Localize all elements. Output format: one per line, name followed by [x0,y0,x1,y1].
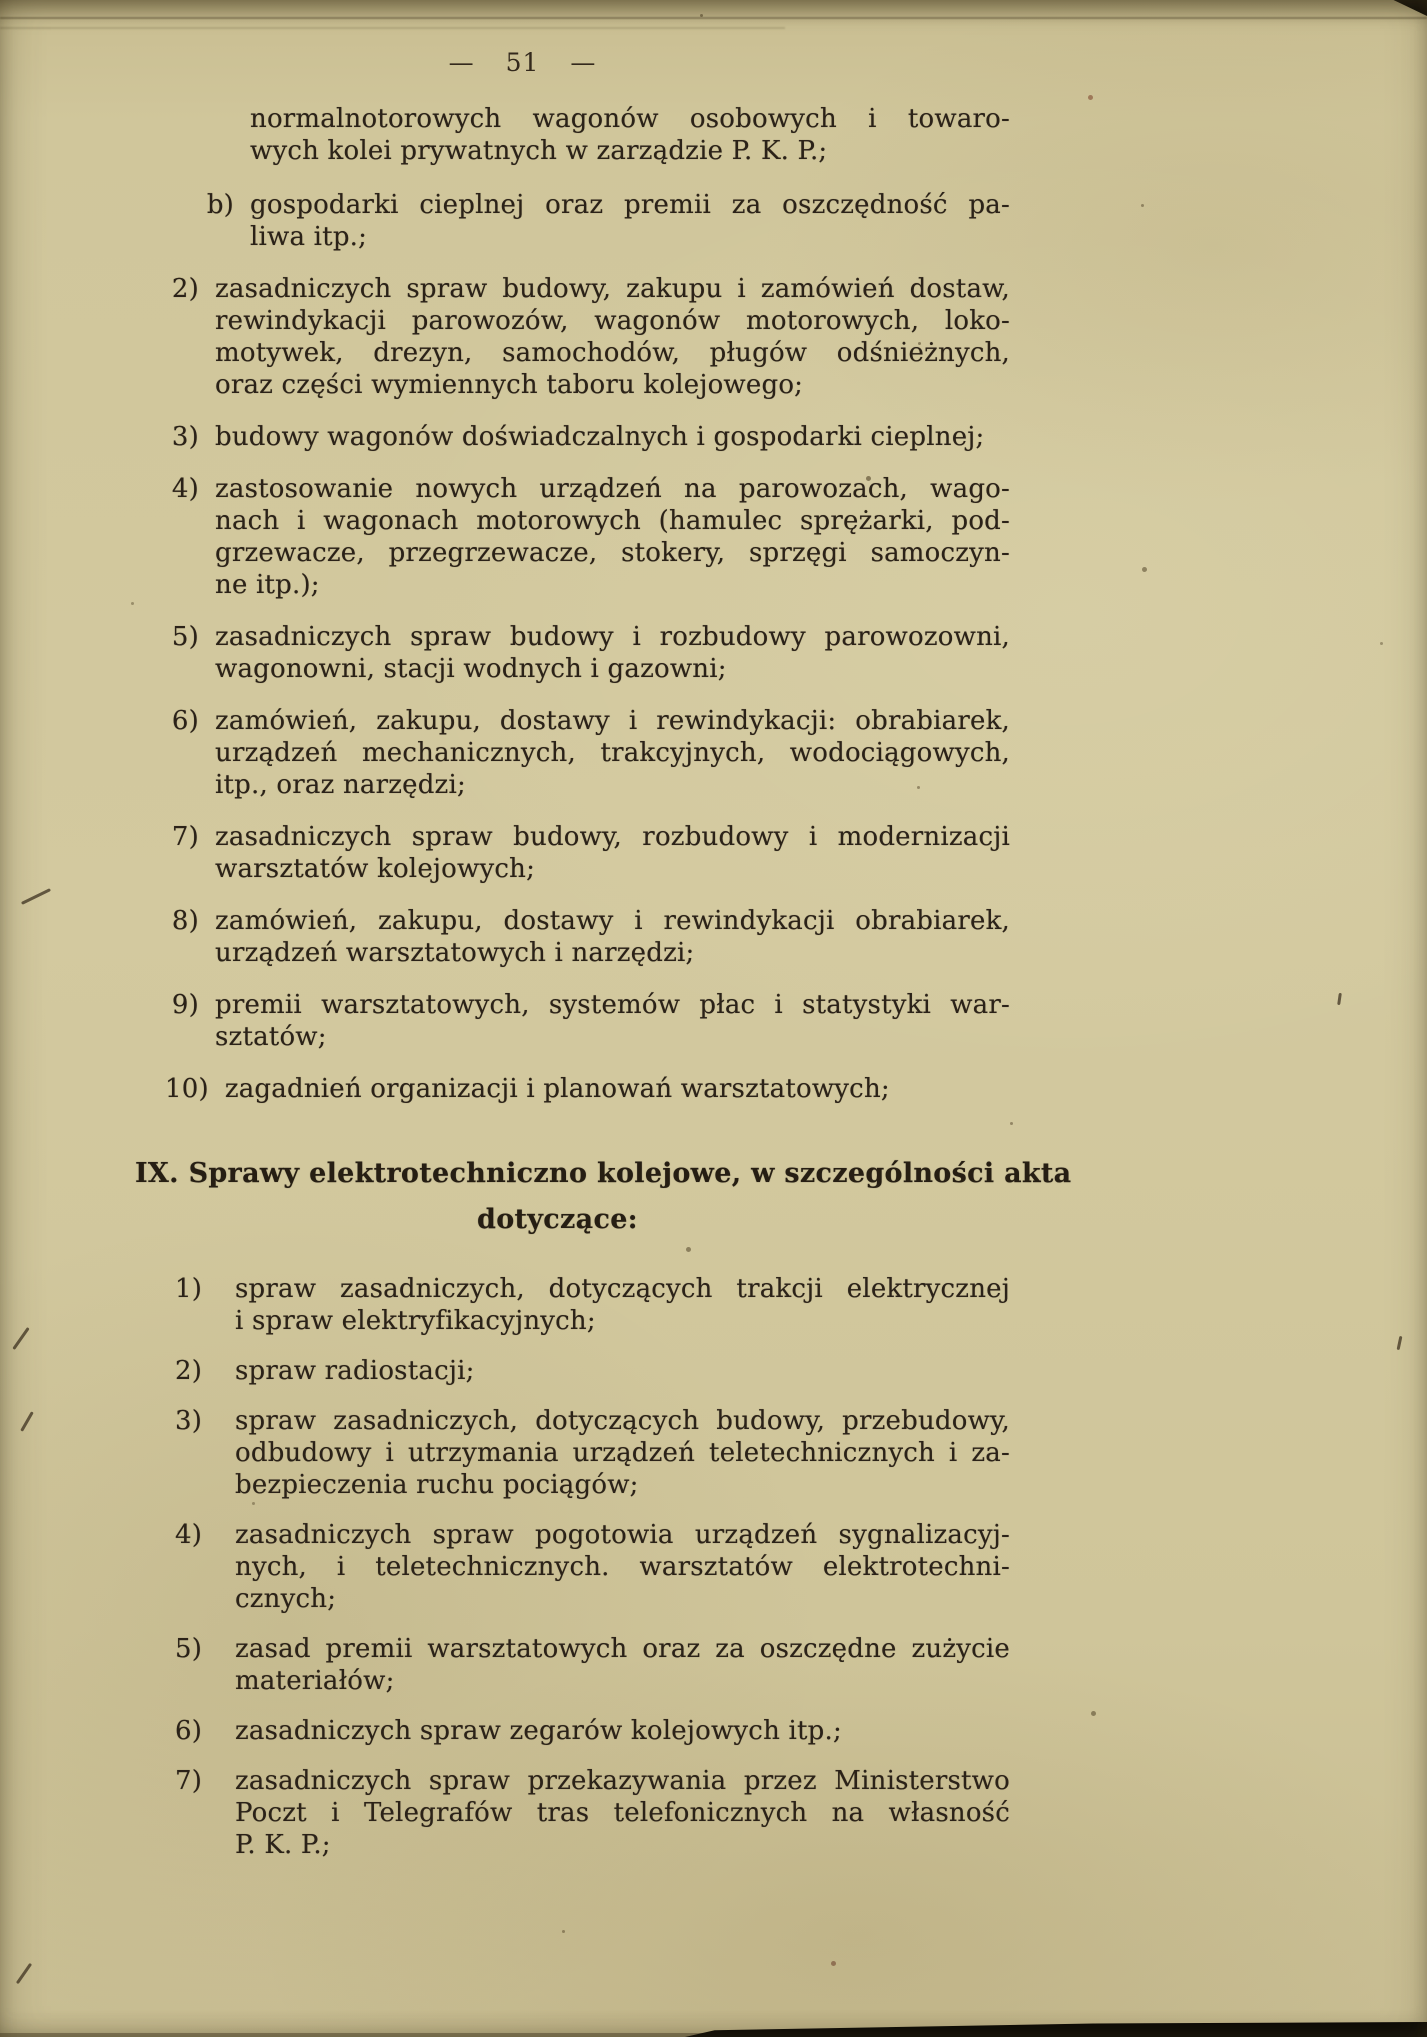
text-line: itp., oraz narzędzi; [215,770,466,800]
list-item [165,273,1010,401]
text-line: spraw zasadniczych, dotyczących trakcji elektrycznej [235,1274,1010,1304]
item-label: 4) [175,1520,203,1550]
item-text [235,1715,1010,1747]
text-line: zasadniczych spraw budowy i rozbudowy parowozowni, [215,622,1010,652]
list-item [165,621,1010,685]
item-label: 3) [175,1406,203,1436]
scan-edge-artifact [685,2022,1427,2037]
item-label: 5) [171,622,199,652]
item-label: 2) [175,1356,203,1386]
text-line: spraw radiostacji; [235,1356,475,1386]
item-label: 4) [171,474,199,504]
item-text [235,1519,1010,1615]
scan-margin-mark [12,1327,29,1350]
list-item [175,1273,1010,1337]
text-line: odbudowy i utrzymania urządzeń teletechnicznych i za- [235,1438,1010,1468]
text-line: Poczt i Telegrafów tras telefonicznych na własność [235,1798,1010,1828]
text-line: wagonowni, stacji wodnych i gazowni; [215,654,727,684]
text-line: zamówień, zakupu, dostawy i rewindykacji: obrabiarek, [215,706,1010,736]
item-text [250,189,1010,253]
text-block [135,48,1072,1861]
list-item [175,1633,1010,1697]
text-line: zasadniczych spraw budowy, rozbudowy i modernizacji [215,822,1010,852]
item-label: 7) [171,822,199,852]
text-line: zasadniczych spraw budowy, zakupu i zamówień dostaw, [215,274,1010,304]
item-label: 1) [175,1274,203,1304]
text-line: zasadniczych spraw pogotowia urządzeń sygnalizacyj- [235,1520,1010,1550]
text-line: gospodarki cieplnej oraz premii za oszczędność pa- [250,190,1010,220]
numbered-list-mechanical [165,189,1010,1105]
text-line: warsztatów kolejowych; [215,854,536,884]
text-line: budowy wagonów doświadczalnych i gospodarki cieplnej; [215,422,985,452]
text-line: oraz części wymiennych taboru kolejowego; [215,370,804,400]
item-label: 6) [171,706,199,736]
text-line: P. K. P.; [235,1830,331,1860]
item-text [235,1633,1010,1697]
scan-corner-artifact [1373,0,1427,16]
scan-crease-line-faint [0,27,785,29]
text-line: premii warsztatowych, systemów płac i statystyki war- [215,990,1010,1020]
paper-speckles [0,0,3,3]
text-line: zastosowanie nowych urządzeń na parowozach, wago- [215,474,1010,504]
scan-margin-mark [1337,993,1342,1005]
item-text [215,821,1010,885]
text-line: cznych; [235,1584,337,1614]
scan-crease-line [0,17,1427,19]
item-label: 9) [171,990,199,1020]
scan-margin-mark [21,888,51,905]
text-line: sztatów; [215,1022,327,1052]
continuation-paragraph [250,103,1010,167]
item-label: 6) [175,1716,203,1746]
text-line: spraw zasadniczych, dotyczących budowy, przebudowy, [235,1406,1010,1436]
text-line: zasad premii warsztatowych oraz za oszczędne zużycie [235,1634,1010,1664]
list-item [165,705,1010,801]
item-text [235,1273,1010,1337]
list-item [165,905,1010,969]
text-line: normalnotorowych wagonów osobowych i towaro- [250,104,1010,134]
item-label: 5) [175,1634,203,1664]
item-text [215,989,1010,1053]
item-text [215,905,1010,969]
section-heading-line: dotyczące: [477,1204,638,1235]
text-line: zasadniczych spraw zegarów kolejowych itp.; [235,1716,842,1746]
text-line: urządzeń warsztatowych i narzędzi; [215,938,695,968]
text-line: nych, i teletechnicznych. warsztatów elektrotechni- [235,1552,1010,1582]
item-label: b) [206,190,234,220]
list-item [165,421,1010,453]
scan-margin-mark [16,1963,32,1984]
list-item [165,1073,1010,1105]
numbered-list-electrotechnical [165,1273,1010,1861]
item-text [235,1405,1010,1501]
item-text [235,1765,1010,1861]
list-item [175,1765,1010,1861]
item-label: 10) [165,1074,209,1104]
section-heading-line: IX. Sprawy elektrotechniczno kolejowe, w szczególności akta [135,1158,1072,1189]
list-item [175,1355,1010,1387]
text-line: urządzeń mechanicznych, trakcyjnych, wodociągowych, [215,738,1010,768]
text-line: bezpieczenia ruchu pociągów; [235,1470,639,1500]
text-line: materiałów; [235,1666,395,1696]
item-text [215,705,1010,801]
item-label: 7) [175,1766,203,1796]
item-text [215,273,1010,401]
item-label: 8) [171,906,199,936]
item-label: 3) [171,422,199,452]
item-text [225,1073,1010,1105]
list-item [200,189,1010,253]
item-text [235,1355,1010,1387]
text-line: zagadnień organizacji i planowań warsztatowych; [224,1074,890,1104]
text-line: nach i wagonach motorowych (hamulec sprężarki, pod- [215,506,1010,536]
item-text [215,621,1010,685]
item-text [215,473,1010,601]
text-line: ne itp.); [215,570,320,600]
text-line: wych kolei prywatnych w zarządzie P. K. P.; [250,136,828,166]
text-line: zamówień, zakupu, dostawy i rewindykacji obrabiarek, [215,906,1010,936]
list-item [165,473,1010,601]
text-line: motywek, drezyn, samochodów, pługów odśnieżnych, [215,338,1010,368]
item-label: 2) [171,274,199,304]
text-line: liwa itp.; [250,222,368,252]
list-item [175,1519,1010,1615]
page-number: — 51 — [448,48,597,77]
text-line: i spraw elektryfikacyjnych; [235,1306,596,1336]
scan-margin-mark [1397,1336,1403,1350]
text-line: rewindykacji parowozów, wagonów motorowych, loko- [215,306,1010,336]
text-line: zasadniczych spraw przekazywania przez Ministerstwo [235,1766,1010,1796]
text-line: grzewacze, przegrzewacze, stokery, sprzęgi samoczyn- [215,538,1010,568]
list-item [165,821,1010,885]
list-item [175,1405,1010,1501]
list-item [165,989,1010,1053]
item-text [215,421,1010,453]
list-item [175,1715,1010,1747]
section-heading [135,1151,1072,1243]
scan-margin-mark [20,1411,34,1432]
